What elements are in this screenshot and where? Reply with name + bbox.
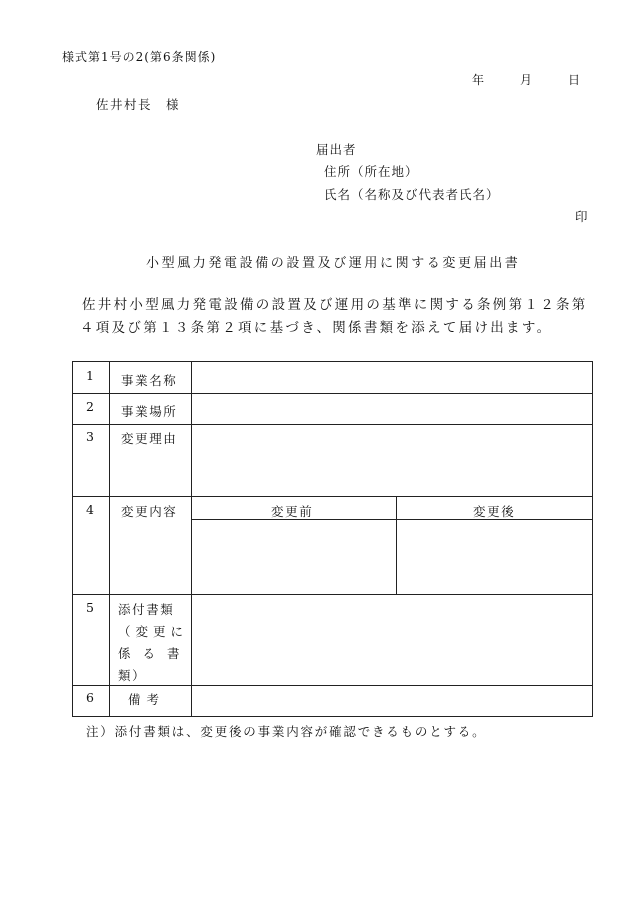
date-year-label: 年: [472, 73, 485, 87]
row-divider: [73, 594, 592, 595]
form-number: 様式第1号の2(第6条関係): [62, 50, 217, 64]
number-column-divider: [109, 362, 110, 716]
before-after-divider: [396, 496, 397, 594]
row-label-change-content: 変更内容: [121, 504, 178, 519]
row-divider: [73, 685, 592, 686]
row-number: 2: [86, 399, 94, 414]
document-title: 小型風力発電設備の設置及び運用に関する変更届出書: [146, 256, 521, 271]
row-number: 1: [86, 368, 94, 383]
date-month-label: 月: [520, 73, 533, 87]
row-label-remarks: 備考: [128, 692, 166, 707]
date-day-label: 日: [568, 73, 581, 87]
row-label-business-name: 事業名称: [121, 373, 178, 388]
row-number: 3: [86, 429, 94, 444]
applicant-heading: 届出者: [316, 142, 357, 157]
subheader-divider: [191, 519, 592, 520]
date-line: [472, 71, 580, 88]
body-paragraph: [82, 294, 602, 340]
applicant-name-label: 氏名（名称及び代表者氏名）: [324, 187, 500, 202]
body-line-2: ４項及び第１３条第２項に基づき、関係書類を添えて届け出ます。: [80, 320, 553, 336]
seal-mark: 印: [575, 209, 588, 224]
row-divider: [73, 496, 592, 497]
row-divider: [73, 424, 592, 425]
footnote: 注）添付書類は、変更後の事業内容が確認できるものとする。: [86, 724, 487, 739]
row-number: 6: [86, 690, 94, 705]
row-number: 4: [86, 502, 94, 517]
row-divider: [73, 393, 592, 394]
change-details-table: [72, 361, 593, 717]
addressee-honorific: 様: [166, 97, 181, 112]
row-label-attachments-line-1: 添付書類: [118, 602, 175, 617]
row-label-attachments-line-2: （変更に: [118, 624, 189, 639]
body-line-1: 佐井村小型風力発電設備の設置及び運用の基準に関する条例第１２条第: [82, 297, 588, 313]
addressee-name: 佐井村長: [96, 97, 153, 112]
label-column-divider: [191, 362, 192, 716]
addressee: [96, 95, 180, 113]
row-label-attachments-line-4: 類）: [118, 668, 147, 683]
row-number: 5: [86, 600, 94, 615]
column-header-after: 変更後: [473, 504, 516, 519]
row-label-change-reason: 変更理由: [121, 431, 178, 446]
row-label-attachments-line-3: 係る書: [118, 646, 192, 661]
row-label-business-location: 事業場所: [121, 404, 178, 419]
applicant-address-label: 住所（所在地）: [324, 164, 419, 179]
column-header-before: 変更前: [271, 504, 314, 519]
